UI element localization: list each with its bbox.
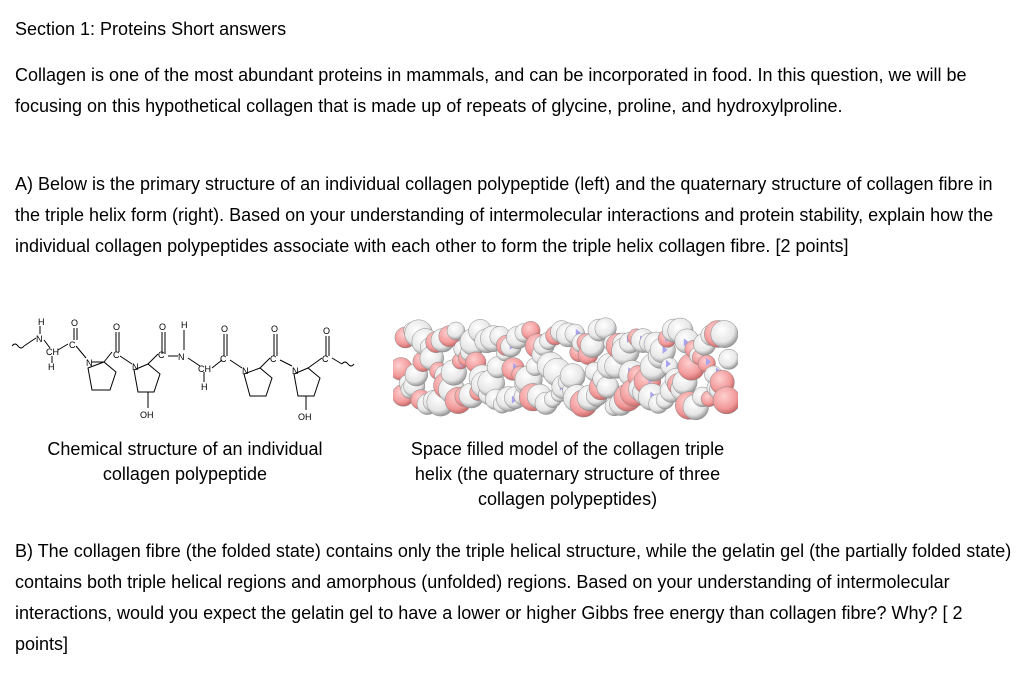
question-b-text: B) The collagen fibre (the folded state) contains only the triple helical structure, while the gelatin gel (the partially folded state) contains both triple helical regions and amorphous (unfolded) regions. Based on your understanding of intermolecular interactions, would you expect the gelatin gel to have a lower or higher Gibbs free energy than collagen fibre? Why? [ 2 points] [15,541,1012,654]
chem-label-h: H [38,318,45,327]
chem-label-ch: CH [46,347,59,357]
chem-label-c: C [322,354,329,364]
helix-atom [713,387,738,414]
chem-label-n: N [178,352,185,362]
left-figure-caption: Chemical structure of an individual collagen polypeptide [47,439,323,484]
chem-label-n: N [132,362,139,372]
helix-atom [711,321,738,348]
chemical-structure-diagram [8,318,368,428]
chem-label-o: O [113,322,121,332]
chem-label-c: C [158,350,165,360]
chem-label-h: H [48,362,55,372]
question-a-text: A) Below is the primary structure of an individual collagen polypeptide (left) and the quaternary structure of collagen fibre in the triple helix form (right). Based on your understanding of intermolecular interactions and protein stability, explain how the individual collagen polypeptides associate with each other to form the triple helix collagen fibre. [2 points] [15,174,994,256]
chem-label-h: H [181,320,188,330]
chem-label-o: O [271,324,279,334]
chem-label-n: N [242,366,249,376]
chem-label-o: O [159,322,167,332]
chem-label-c: C [69,340,76,350]
chain-end-squiggle [342,362,354,366]
chem-label-n: N [86,358,93,368]
chem-label-h: H [201,382,208,392]
chem-label-o: O [323,326,331,336]
triple-helix-model [393,307,738,432]
chem-label-ch: CH [198,364,211,374]
helix-atom [560,364,585,389]
right-figure-caption: Space filled model of the collagen triple helix (the quaternary structure of three collagen polypeptides) [410,439,725,509]
chem-label-oh: OH [140,410,154,420]
chem-label-oh: OH [298,412,312,422]
helix-atom [719,349,738,369]
chem-label-n: N [292,366,299,376]
intro-paragraph: Collagen is one of the most abundant proteins in mammals, and can be incorporated in food. In this question, we will be focusing on this hypothetical collagen that is made up of repeats of glycine, proline, and hydroxylproline. [15,65,967,116]
chem-label-c: C [113,350,120,360]
chain-start-squiggle [12,344,24,348]
helix-atoms [393,318,738,420]
section-title: Section 1: Proteins Short answers [15,19,287,39]
chem-label-o: O [71,318,79,328]
chem-label-o: O [221,324,229,334]
chem-label-n: N [36,334,43,344]
chem-label-c: C [220,354,227,364]
chem-label-c: C [270,354,277,364]
